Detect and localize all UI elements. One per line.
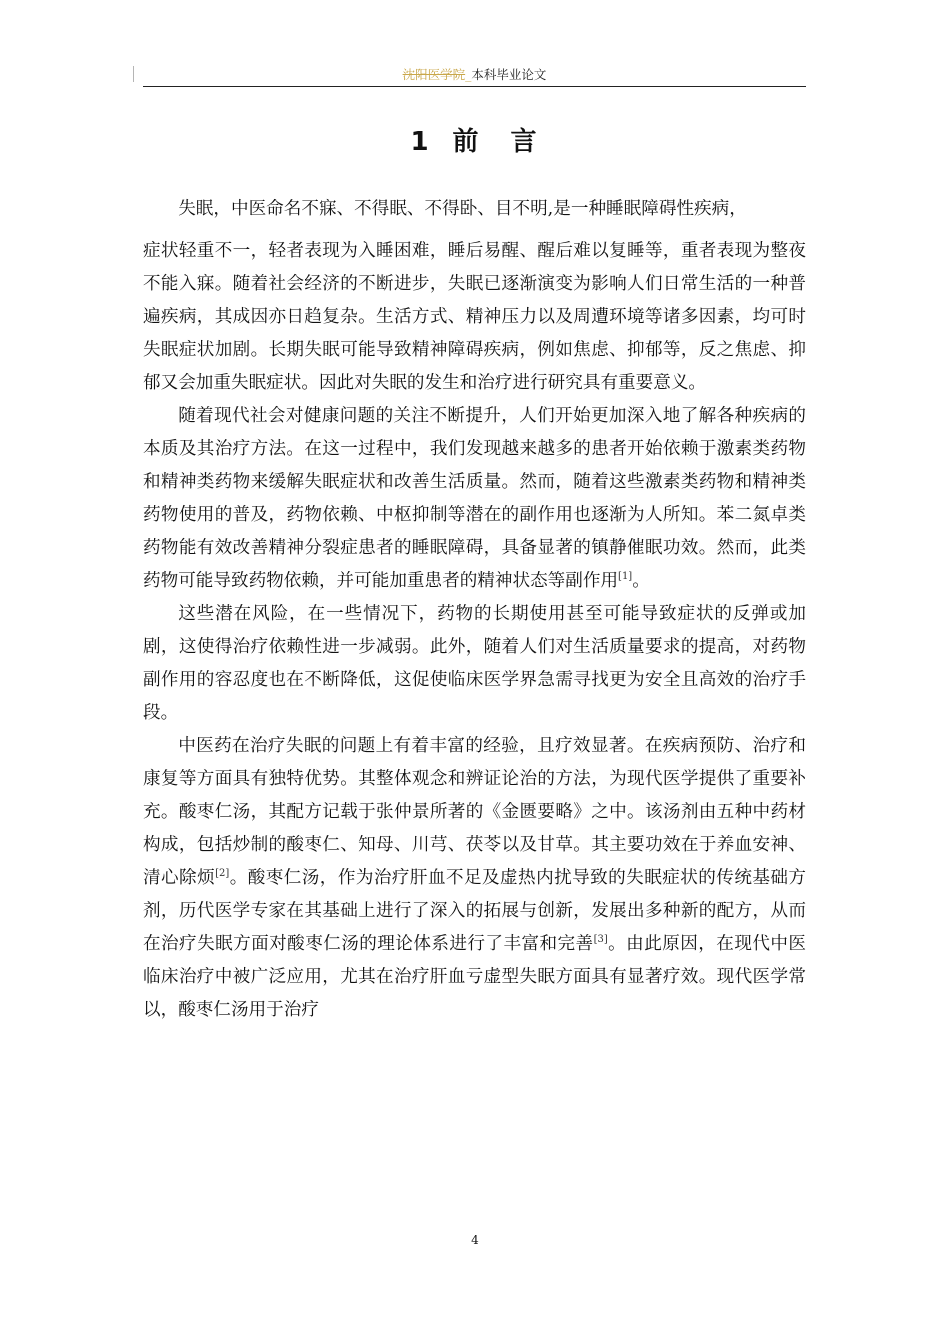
paragraph-2-text: 随着现代社会对健康问题的关注不断提升，人们开始更加深入地了解各种疾病的本质及其治疗方法。在这一过程中，我们发现越来越多的患者开始依赖于激素类药物和精神类药物来缓解失眠症状和改善生活质量。然而，随着这些激素类药物和精神类药物使用的普及，药物依赖、中枢抑制等潜在的副作用也逐渐为人所知。苯二氮卓类药物能有效改善精神分裂症患者的睡眠障碍，具备显著的镇静催眠功效。然而，此类药物可能导致药物依赖，并可能加重患者的精神状态等副作用: [143, 406, 806, 591]
paragraph-4-part-c: 。由此原因，在现代中医临床治疗中被广泛应用，尤其在治疗肝血亏虚型失眠方面具有显著疗效。现代医学常以，酸枣仁汤用于治疗: [143, 934, 806, 1020]
page-corner-mark: [133, 66, 134, 82]
paragraph-3: [143, 598, 806, 730]
chapter-number: 1: [410, 127, 431, 157]
paragraph-4-part-b: 。酸枣仁汤，作为治疗肝血不足及虚热内扰导致的失眠症状的传统基础方剂，历代医学专家在其基础上进行了深入的拓展与创新，发展出多种新的配方，从而在治疗失眠方面对酸枣仁汤的理论体系进行了丰富和完善: [143, 868, 806, 954]
header-school-name: 沈阳医学院: [402, 67, 466, 82]
paragraph-1: [143, 193, 806, 400]
chapter-title: [143, 124, 806, 160]
body-text: [143, 193, 806, 1027]
header-document-type: 本科毕业论文: [471, 67, 547, 82]
paragraph-1-rest: 症状轻重不一，轻者表现为入睡困难，睡后易醒、醒后难以复睡等，重者表现为整夜不能入寐。随着社会经济的不断进步，失眠已逐渐演变为影响人们日常生活的一种普遍疾病，其成因亦日趋复杂。生活方式、精神压力以及周遭环境等诸多因素，均可时失眠症状加剧。长期失眠可能导致精神障碍疾病，例如焦虑、抑郁等，反之焦虑、抑郁又会加重失眠症状。因此对失眠的发生和治疗进行研究具有重要意义。: [143, 241, 806, 393]
paragraph-3-text: 这些潜在风险，在一些情况下，药物的长期使用甚至可能导致症状的反弹或加剧，这使得治疗依赖性进一步减弱。此外，随着人们对生活质量要求的提高，对药物副作用的容忍度也在不断降低，这促使临床医学界急需寻找更为安全且高效的治疗手段。: [143, 604, 806, 723]
page-header: [143, 66, 806, 87]
paragraph-1-lead: 失眠，中医命名不寐、不得眠、不得卧、目不明,是一种睡眠障碍性疾病，: [178, 199, 747, 219]
citation-2[interactable]: [2]: [215, 868, 230, 879]
paragraph-2: [143, 400, 806, 598]
paragraph-4: [143, 730, 806, 1027]
chapter-title-char-2: 言: [510, 127, 539, 157]
paragraph-4-part-a: 中医药在治疗失眠的问题上有着丰富的经验，且疗效显著。在疾病预防、治疗和康复等方面具有独特优势。其整体观念和辨证论治的方法，为现代医学提供了重要补充。酸枣仁汤，其配方记载于张仲景所著的《金匮要略》之中。该汤剂由五种中药材构成，包括炒制的酸枣仁、知母、川芎、茯苓以及甘草。其主要功效在于养血安神、清心除烦: [143, 736, 806, 888]
header-separator: _: [465, 67, 472, 82]
citation-1[interactable]: [1]: [618, 571, 633, 582]
citation-3[interactable]: [3]: [593, 934, 608, 945]
chapter-title-char-1: 前: [452, 127, 481, 157]
paragraph-2-end: 。: [632, 571, 650, 591]
page-number: 4: [471, 1233, 479, 1247]
